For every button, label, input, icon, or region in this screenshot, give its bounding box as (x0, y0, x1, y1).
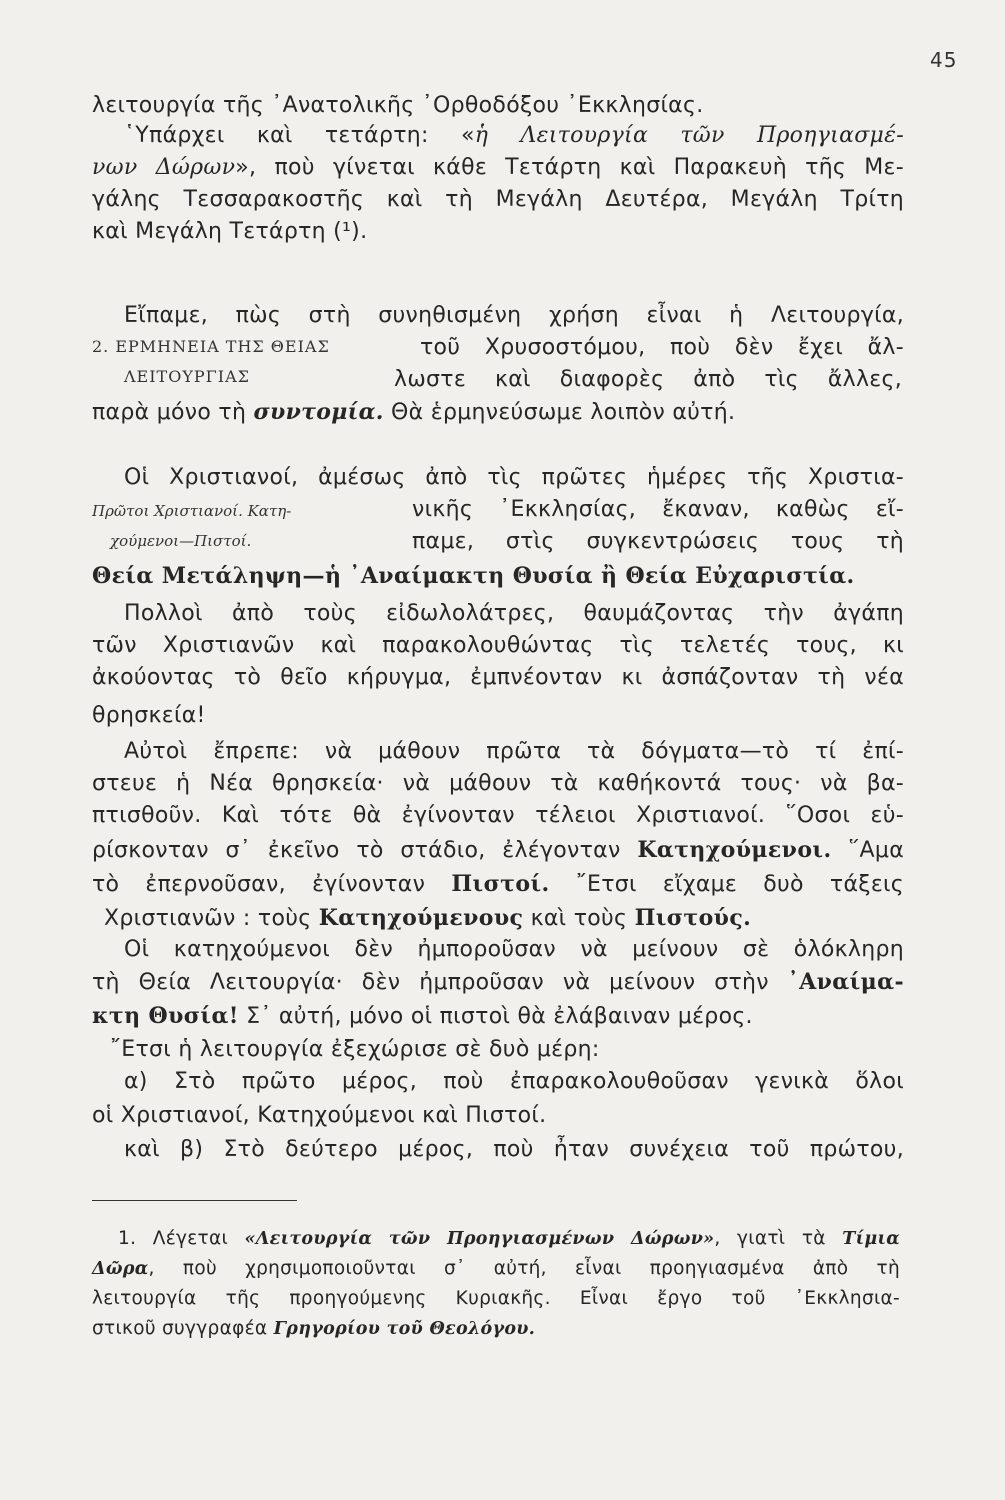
text-line: γάλης Τεσσαρακοστῆς καὶ τὴ Μεγάλη Δευτέρα, Μεγάλη Τρίτη (92, 187, 904, 212)
emphasis-term: κτη Θυσία! (92, 1003, 239, 1029)
text-line (92, 836, 904, 865)
text-line: Εἴπαμε, πὼς στὴ συνηθισμένη χρήση εἶναι ἡ Λειτουργία, (124, 303, 904, 328)
text-line: πτισθοῦν. Καὶ τότε θὰ ἐγίνονταν τέλειοι Χριστιανοί. ῞Οσοι εὑ- (92, 803, 904, 828)
text-span: ρίσκονταν σ᾿ ἐκεῖνο τὸ στάδιο, ἐλέγονταν (92, 838, 638, 863)
emphasis-title: νων Δώρων (92, 155, 236, 180)
text-span: τὴ Θεία Λειτουργία· δὲν ἠμπροῦσαν νὰ μείνουν στὴν (92, 970, 788, 995)
text-line (124, 122, 904, 150)
section-sidenote: χούμενοι—Πιστοί. (110, 532, 252, 550)
emphasis-term: Κατηχούμενους (318, 905, 524, 931)
text-line: Οἱ Χριστιανοί, ἀμέσως ἀπὸ τὶς πρῶτες ἡμέρες τῆς Χριστια- (124, 465, 904, 490)
emphasis-name: Γρηγορίου τοῦ Θεολόγου. (273, 1319, 536, 1339)
text-span: ῾Υπάρχει καὶ τετάρτη: « (124, 123, 475, 148)
text-line: καὶ Μεγάλη Τετάρτη (¹). (92, 219, 368, 244)
text-span: Σ᾿ αὐτή, μόνο οἱ πιστοὶ θὰ ἐλάβαιναν μέρος. (238, 1004, 753, 1029)
text-line: λωστε καὶ διαφορὲς ἀπὸ τὶς ἄλλες, (394, 367, 902, 392)
emphasis-term: Δῶρα (92, 1259, 149, 1279)
text-line (92, 870, 904, 899)
text-line: τῶν Χριστιανῶν καὶ παρακολουθώντας τὶς τελετές τους, κι (92, 633, 904, 658)
text-span: παρὰ μόνο τὴ (92, 400, 254, 425)
section-heading: ΛΕΙΤΟΥΡΓΙΑΣ (124, 367, 250, 386)
text-line: νικῆς ᾿Εκκλησίας, ἔκαναν, καθὼς εἴ- (412, 497, 904, 522)
emphasis-term: Πιστοί. (451, 871, 550, 897)
emphasis-title: ἡ Λειτουργία τῶν Προηγιασμέ- (474, 123, 904, 148)
text-line: Θεία Μετάληψη—ἡ ᾿Αναίμακτη Θυσία ἢ Θεία Εὐχαριστία. (92, 563, 855, 589)
footnote-line: λειτουργία τῆς προηγούμενης Κυριακῆς. Εἶναι ἔργο τοῦ ᾿Εκκλησια- (92, 1288, 900, 1309)
footnote-divider (92, 1200, 297, 1201)
text-line: λειτουργία τῆς ᾿Ανατολικῆς ᾿Ορθοδόξου ᾿Εκκλησίας. (92, 93, 704, 118)
page-number: 45 (930, 48, 958, 72)
text-span: Χριστιανῶν : τοὺς (104, 906, 319, 931)
text-span: », ποὺ γίνεται κάθε Τετάρτη καὶ Παρακευὴ τῆς Με- (235, 155, 904, 180)
emphasis-title: «Λειτουργία τῶν Προηγιασμένων Δώρων» (244, 1229, 715, 1249)
text-line: στευε ἡ Νέα θρησκεία· νὰ μάθουν τὰ καθήκοντά τους· νὰ βα- (92, 771, 904, 796)
text-span: καὶ τοὺς (523, 906, 635, 931)
text-line (92, 154, 904, 182)
footnote-line (118, 1224, 900, 1254)
text-span: , ποὺ χρησιμοποιοῦνται σ᾿ αὐτή, εἶναι προηγιασμένα ἀπὸ τὴ (148, 1258, 900, 1279)
emphasis-term: ᾿Αναίμα- (787, 969, 904, 995)
text-span: 1. Λέγεται (118, 1228, 245, 1249)
text-line: Οἱ κατηχούμενοι δὲν ἠμποροῦσαν νὰ μείνουν σὲ ὁλόκληρη (124, 937, 904, 962)
text-line: α) Στὸ πρῶτο μέρος, ποὺ ἐπαρακολουθοῦσαν γενικὰ ὅλοι (124, 1069, 904, 1094)
text-line: ῎Ετσι ἡ λειτουργία ἐξεχώρισε σὲ δυὸ μέρη: (110, 1037, 600, 1062)
text-span: , γιατὶ τὰ (714, 1228, 843, 1249)
emphasis-term: Κατηχούμενοι. (637, 837, 832, 863)
text-span: ῞Αμα (831, 838, 905, 863)
text-span: τὸ ἐπερνοῦσαν, ἐγίνονταν (92, 872, 452, 897)
text-line: τοῦ Χρυσοστόμου, ποὺ δὲν ἔχει ἄλ- (420, 335, 904, 360)
text-line: Πολλοὶ ἀπὸ τοὺς εἰδωλολάτρες, θαυμάζοντας τὴν ἀγάπη (124, 601, 904, 626)
text-line (92, 1002, 904, 1031)
text-line: ἀκούοντας τὸ θεῖο κήρυγμα, ἐμπνέονταν κι ἀσπάζονταν τὴ νέα (92, 665, 904, 690)
emphasis-term: Τίμια (842, 1229, 900, 1249)
text-span: Θὰ ἑρμηνεύσωμε λοιπὸν αὐτή. (383, 400, 736, 425)
text-line: οἱ Χριστιανοί, Κατηχούμενοι καὶ Πιστοί. (92, 1103, 547, 1128)
emphasis-term: Πιστούς. (634, 905, 752, 931)
emphasis-term: συντομία. (253, 399, 384, 425)
text-span: ῎Ετσι εἴχαμε δυὸ τάξεις (549, 872, 904, 897)
text-line (104, 904, 916, 933)
footnote-line (92, 1254, 900, 1284)
text-span: στικοῦ συγγραφέα (92, 1318, 274, 1339)
text-line: καὶ β) Στὸ δεύτερο μέρος, ποὺ ἦταν συνέχεια τοῦ πρώτου, (124, 1137, 904, 1162)
text-line: παμε, στὶς συγκεντρώσεις τους τὴ (412, 529, 904, 554)
text-line (92, 968, 904, 997)
text-line: Αὐτοὶ ἔπρεπε: νὰ μάθουν πρῶτα τὰ δόγματα—τὸ τί ἐπί- (124, 739, 904, 764)
text-line: θρησκεία! (92, 703, 206, 728)
section-sidenote: Πρῶτοι Χριστιανοί. Κατη- (92, 502, 292, 520)
text-line (92, 398, 904, 427)
section-heading: 2. ΕΡΜΗΝΕΙΑ ΤΗΣ ΘΕΙΑΣ (92, 337, 330, 356)
footnote-line (92, 1314, 900, 1344)
